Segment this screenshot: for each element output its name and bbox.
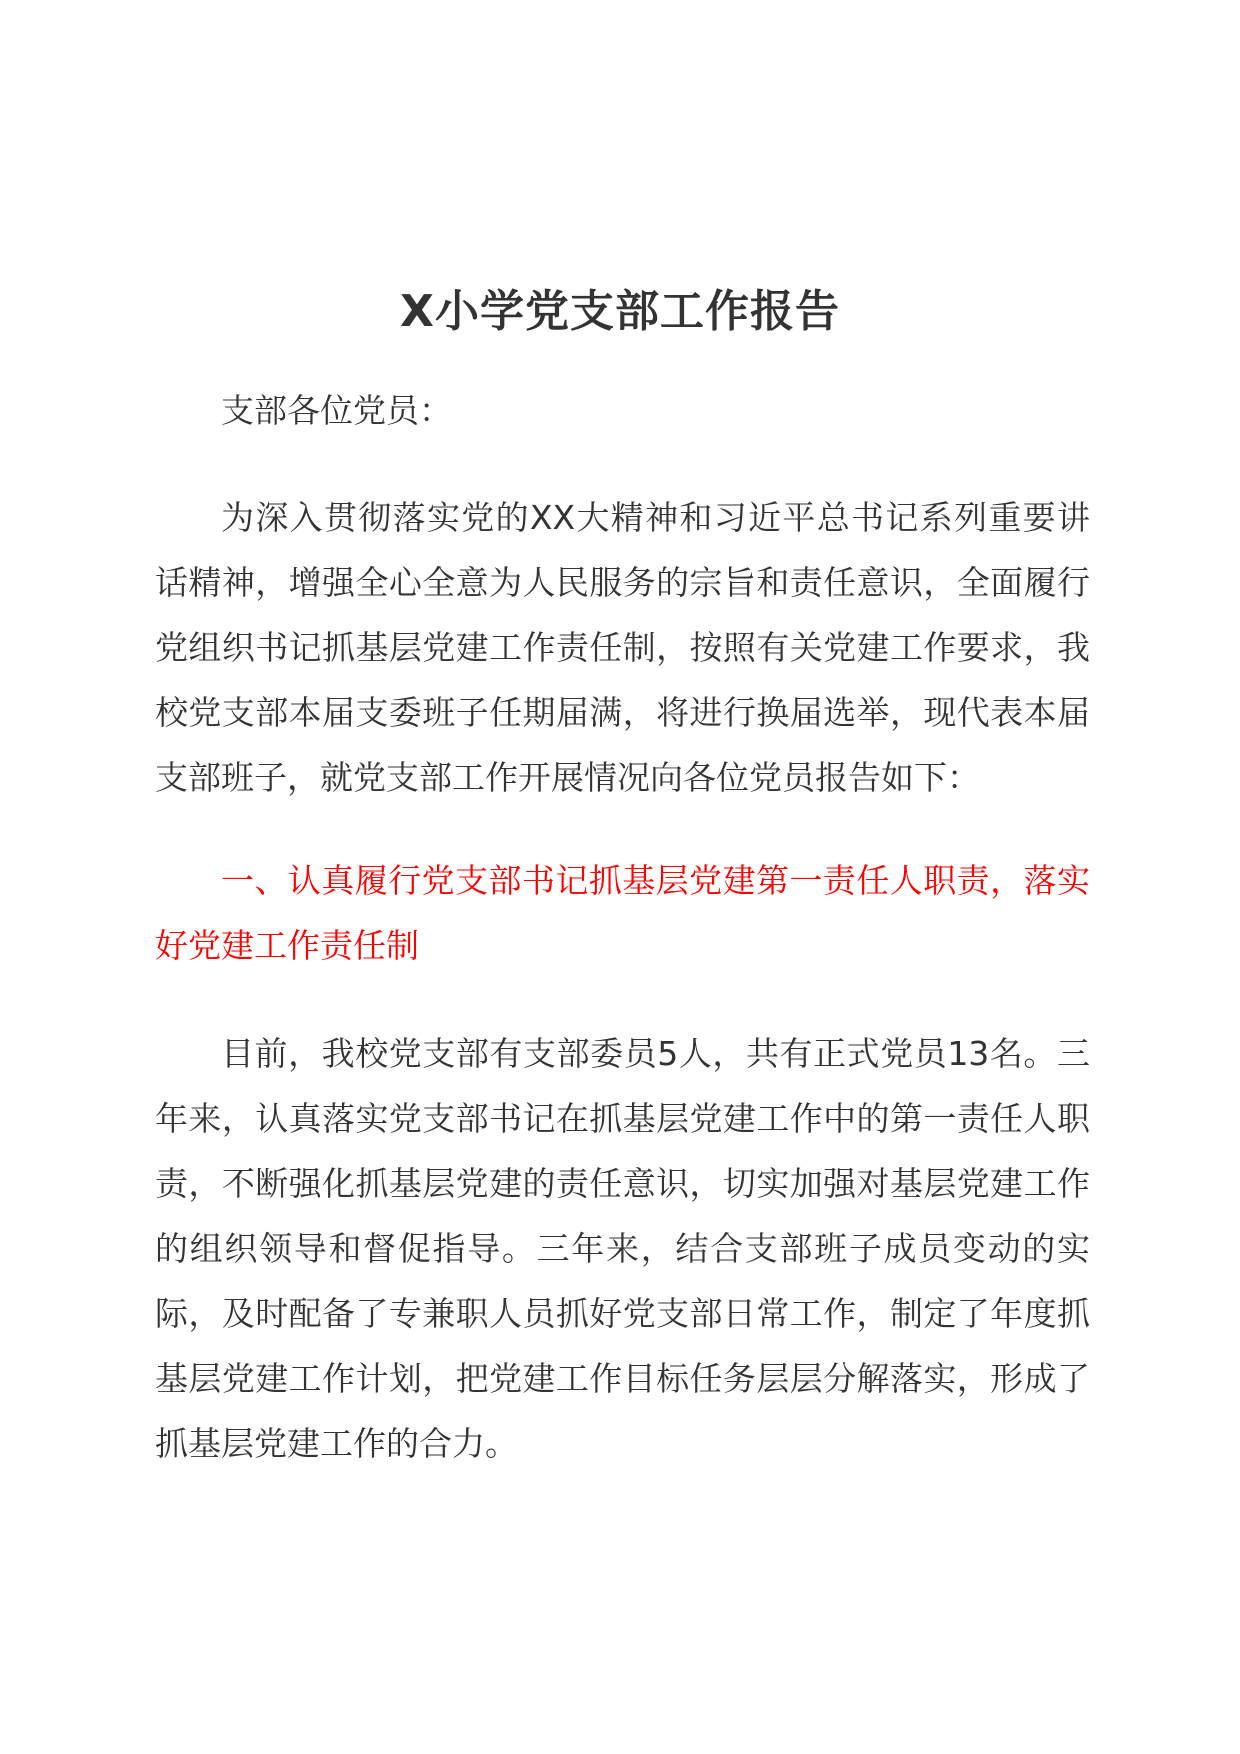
salutation: 支部各位党员： (221, 391, 452, 430)
document-title: X小学党支部工作报告 (400, 286, 840, 337)
intro-paragraph: 为深入贯彻落实党的XX大精神和习近平总书记系列重要讲话精神，增强全心全意为人民服务的宗旨和责任意识，全面履行党组织书记抓基层党建工作责任制，按照有关党建工作要求，我校党支部本届支委班子任期届满，将进行换届选举，现代表本届支部班子，就党支部工作开展情况向各位党员报告如下： (155, 498, 1090, 797)
section-1-heading: 一、认真履行党支部书记抓基层党建第一责任人职责，落实好党建工作责任制 (155, 861, 1090, 965)
section-1-paragraph: 目前，我校党支部有支部委员5人，共有正式党员13名。三年来，认真落实党支部书记在抓基层党建工作中的第一责任人职责，不断强化抓基层党建的责任意识，切实加强对基层党建工作的组织领导和督促指导。三年来，结合支部班子成员变动的实际，及时配备了专兼职人员抓好党支部日常工作，制定了年度抓基层党建工作计划，把党建工作目标任务层层分解落实，形成了抓基层党建工作的合力。 (155, 1034, 1090, 1463)
